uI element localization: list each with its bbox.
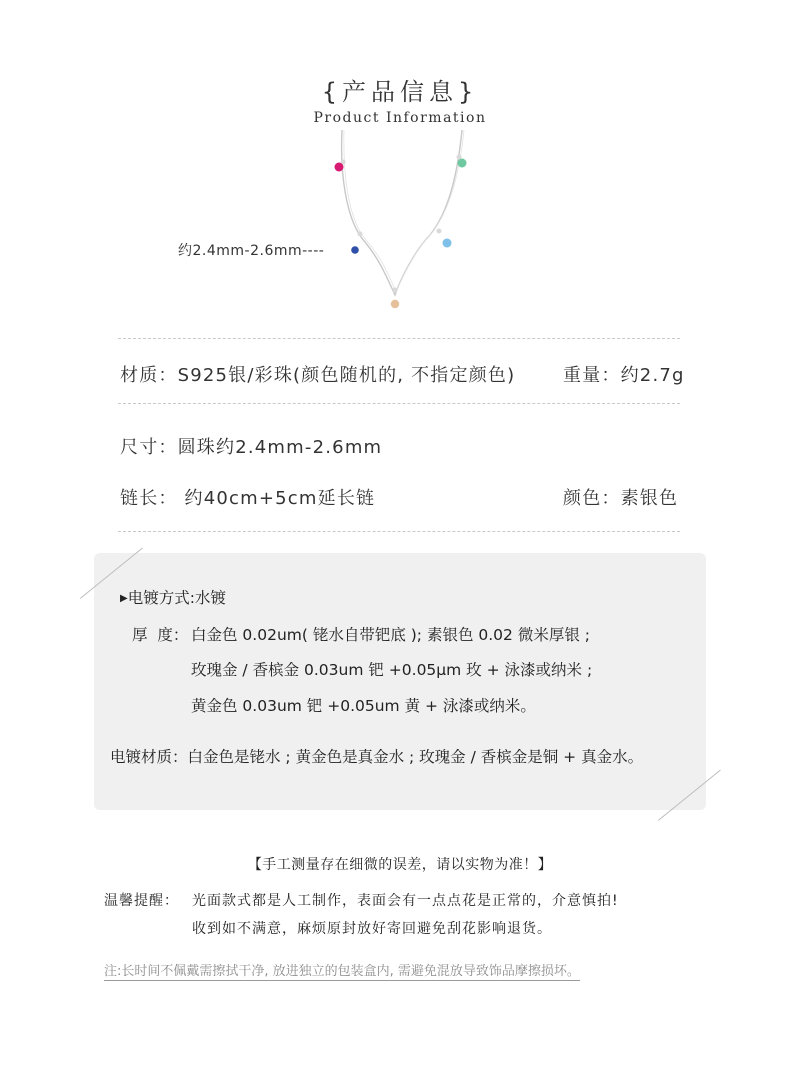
tip-line-2: 收到如不满意，麻烦原封放好寄回避免刮花影响退货。 <box>192 921 552 937</box>
section-subtitle: Product Information <box>313 110 487 126</box>
triangle-bullet-icon: ▶ <box>120 593 128 604</box>
bead-size-callout: 约2.4mm-2.6mm---- <box>178 243 325 259</box>
thickness-line-1: 白金色 0.02um( 铑水自带钯底 ); 素银色 0.02 微米厚银 ; <box>191 626 590 644</box>
material-spec: 材质：S925银/彩珠(颜色随机的, 不指定颜色) <box>120 365 516 386</box>
divider <box>118 403 680 404</box>
plating-material: 电镀材质：白金色是铑水 ; 黄金色是真金水 ; 玫瑰金 / 香槟金是铜 + 真金水。 <box>110 748 644 766</box>
bead-light-blue <box>443 239 452 248</box>
divider <box>118 531 680 532</box>
thickness-line-3: 黄金色 0.03um 钯 +0.05um 黄 + 泳漆或纳米。 <box>191 697 536 715</box>
care-footnote: 注:长时间不佩戴需擦拭干净, 放进独立的包装盒内, 需避免混放导致饰品摩擦损坏。 <box>104 960 580 981</box>
chain-length-spec: 链长： 约40cm+5cm延长链 <box>120 488 376 509</box>
thickness-label: 厚 度： <box>132 626 189 644</box>
tip-line-1: 光面款式都是人工制作，表面会有一点点花是正常的，介意慎拍! <box>192 893 619 909</box>
bead-blue <box>351 246 359 254</box>
bead-pink <box>335 163 344 172</box>
tip-label: 温馨提醒： <box>104 893 179 909</box>
weight-spec: 重量：约2.7g <box>563 365 685 386</box>
color-spec: 颜色：素银色 <box>563 488 679 509</box>
necklace-image <box>300 130 500 320</box>
section-title: {产品信息} <box>321 78 479 106</box>
divider <box>118 338 680 339</box>
plating-method: ▶电镀方式:水镀 <box>120 589 226 607</box>
bead-green <box>458 159 467 168</box>
size-spec: 尺寸：圆珠约2.4mm-2.6mm <box>120 437 383 458</box>
thickness-line-2: 玫瑰金 / 香槟金 0.03um 钯 +0.05μm 玫 + 泳漆或纳米 ; <box>191 661 593 679</box>
bead-peach <box>391 300 399 308</box>
handmade-note: 【手工测量存在细微的误差，请以实物为准！】 <box>247 857 553 873</box>
